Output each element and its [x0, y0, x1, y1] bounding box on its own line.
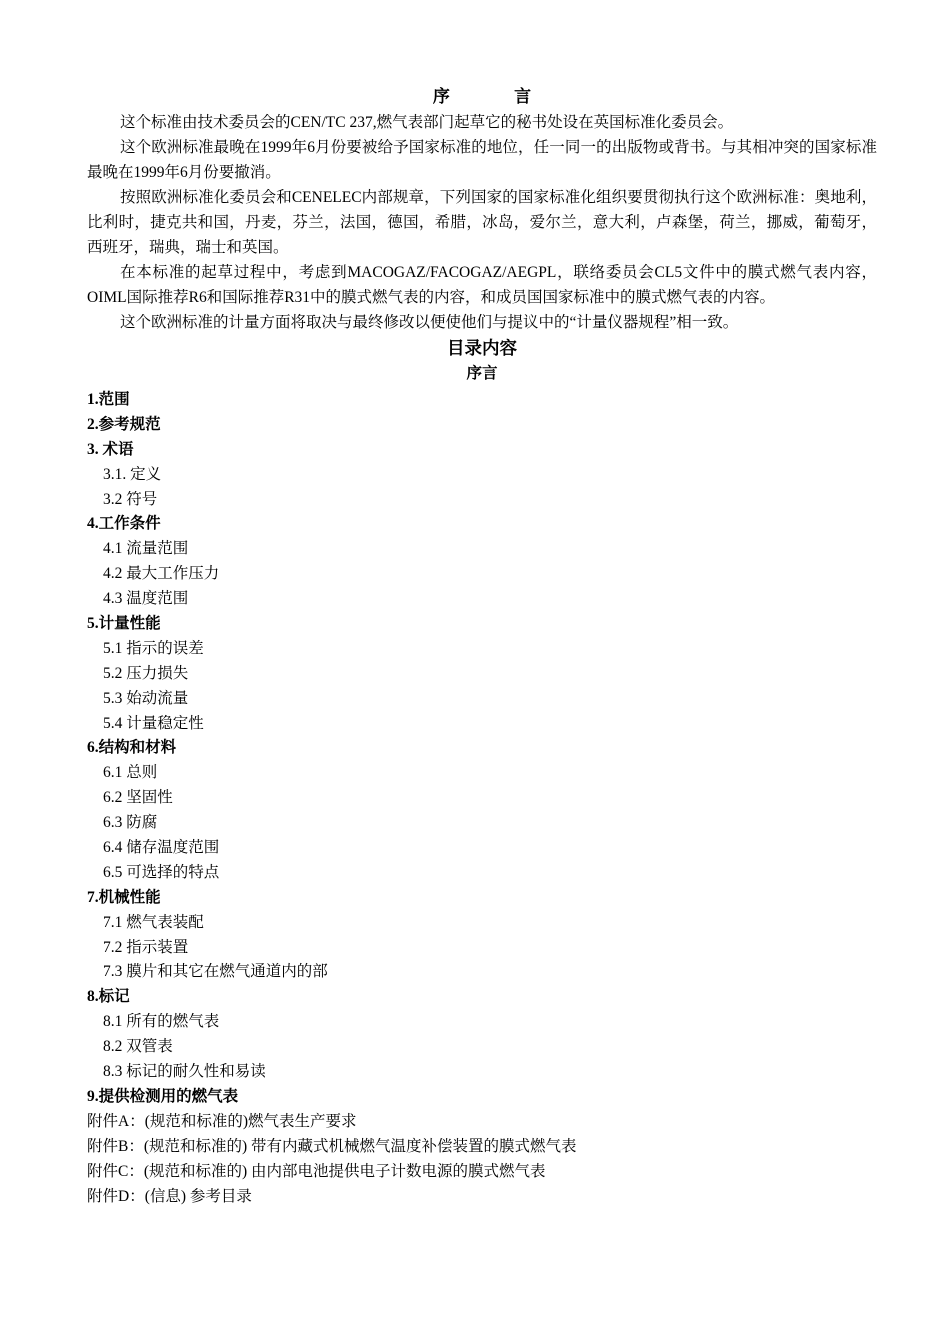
toc-subsection-entry: 6.1 总则 — [103, 764, 158, 782]
toc-subsection-entry: 8.2 双管表 — [103, 1038, 173, 1056]
toc-subsection-entry: 6.2 坚固性 — [103, 789, 173, 807]
foreword-paragraph: 在本标准的起草过程中，考虑到MACOGAZ/FACOGAZ/AEGPL，联络委员会CL5文件中的膜式燃气表内容，OIML国际推荐R6和国际推荐R31中的膜式燃气表的内容，和成员国国家标准中的膜式燃气表的内容。 — [87, 264, 877, 306]
toc-section-entry: 4.工作条件 — [87, 515, 161, 533]
toc-subsection-entry: 6.4 储存温度范围 — [103, 839, 220, 857]
toc-subsection-entry: 6.3 防腐 — [103, 814, 158, 832]
toc-subsection-entry: 5.4 计量稳定性 — [103, 714, 204, 732]
toc-subsection-entry: 5.1 指示的误差 — [103, 639, 204, 657]
toc-annex-entry: 附件C：(规范和标准的) 由内部电池提供电子计数电源的膜式燃气表 — [87, 1162, 546, 1180]
toc-subsection-entry: 5.3 始动流量 — [103, 689, 189, 707]
toc-subsection-entry: 5.2 压力损失 — [103, 664, 189, 682]
toc-subsection-entry: 7.1 燃气表装配 — [103, 913, 204, 931]
foreword-paragraph: 这个标准由技术委员会的CEN/TC 237,燃气表部门起草它的秘书处设在英国标准化委员会。 — [120, 114, 734, 131]
toc-subsection-entry: 7.3 膜片和其它在燃气通道内的部 — [103, 963, 328, 981]
toc-section-entry: 8.标记 — [87, 988, 130, 1006]
toc-subsection-entry: 6.5 可选择的特点 — [103, 863, 220, 881]
foreword-paragraph: 按照欧洲标准化委员会和CENELEC内部规章，下列国家的国家标准化组织要贯彻执行这个欧洲标准：奥地利，比利时，捷克共和国，丹麦，芬兰，法国，德国，希腊，冰岛，爱尔兰，意大利，卢森堡，荷兰，挪威，葡萄牙，西班牙，瑞典，瑞士和英国。 — [87, 189, 877, 256]
toc-list — [87, 388, 877, 1209]
toc-subsection-entry: 8.1 所有的燃气表 — [103, 1013, 220, 1031]
document-page — [87, 84, 877, 1209]
foreword-paragraph: 这个欧洲标准最晚在1999年6月份要被给予国家标准的地位，任一同一的出版物或背书。与其相冲突的国家标准最晚在1999年6月份要撤消。 — [87, 139, 877, 181]
toc-subsection-entry: 4.1 流量范围 — [103, 540, 189, 558]
toc-subsection-entry: 3.1. 定义 — [103, 465, 162, 483]
toc-subsection-entry: 3.2 符号 — [103, 490, 158, 508]
foreword-body — [87, 110, 877, 335]
toc-annex-entry: 附件D：(信息) 参考目录 — [87, 1187, 252, 1205]
toc-subsection-entry: 4.2 最大工作压力 — [103, 565, 220, 583]
toc-subsection-entry: 8.3 标记的耐久性和易读 — [103, 1063, 266, 1081]
toc-annex-entry: 附件A：(规范和标准的)燃气表生产要求 — [87, 1112, 357, 1130]
toc-title: 目录内容 — [447, 338, 517, 358]
toc-annex-entry: 附件B：(规范和标准的) 带有内藏式机械燃气温度补偿装置的膜式燃气表 — [87, 1137, 577, 1155]
foreword-paragraph: 这个欧洲标准的计量方面将取决与最终修改以便使他们与提议中的“计量仪器规程”相一致。 — [120, 314, 739, 331]
toc-section-entry: 6.结构和材料 — [87, 739, 177, 757]
toc-section-entry: 2.参考规范 — [87, 415, 161, 433]
toc-section-entry: 3. 术语 — [87, 440, 134, 458]
toc-subtitle: 序言 — [466, 365, 498, 382]
foreword-title: 序 言 — [432, 87, 562, 106]
toc-section-entry: 7.机械性能 — [87, 888, 161, 906]
toc-subsection-entry: 7.2 指示装置 — [103, 938, 189, 956]
toc-section-entry: 5.计量性能 — [87, 615, 161, 633]
toc-section-entry: 1.范围 — [87, 391, 130, 408]
toc-subsection-entry: 4.3 温度范围 — [103, 590, 189, 608]
toc-section-entry: 9.提供检测用的燃气表 — [87, 1087, 239, 1105]
